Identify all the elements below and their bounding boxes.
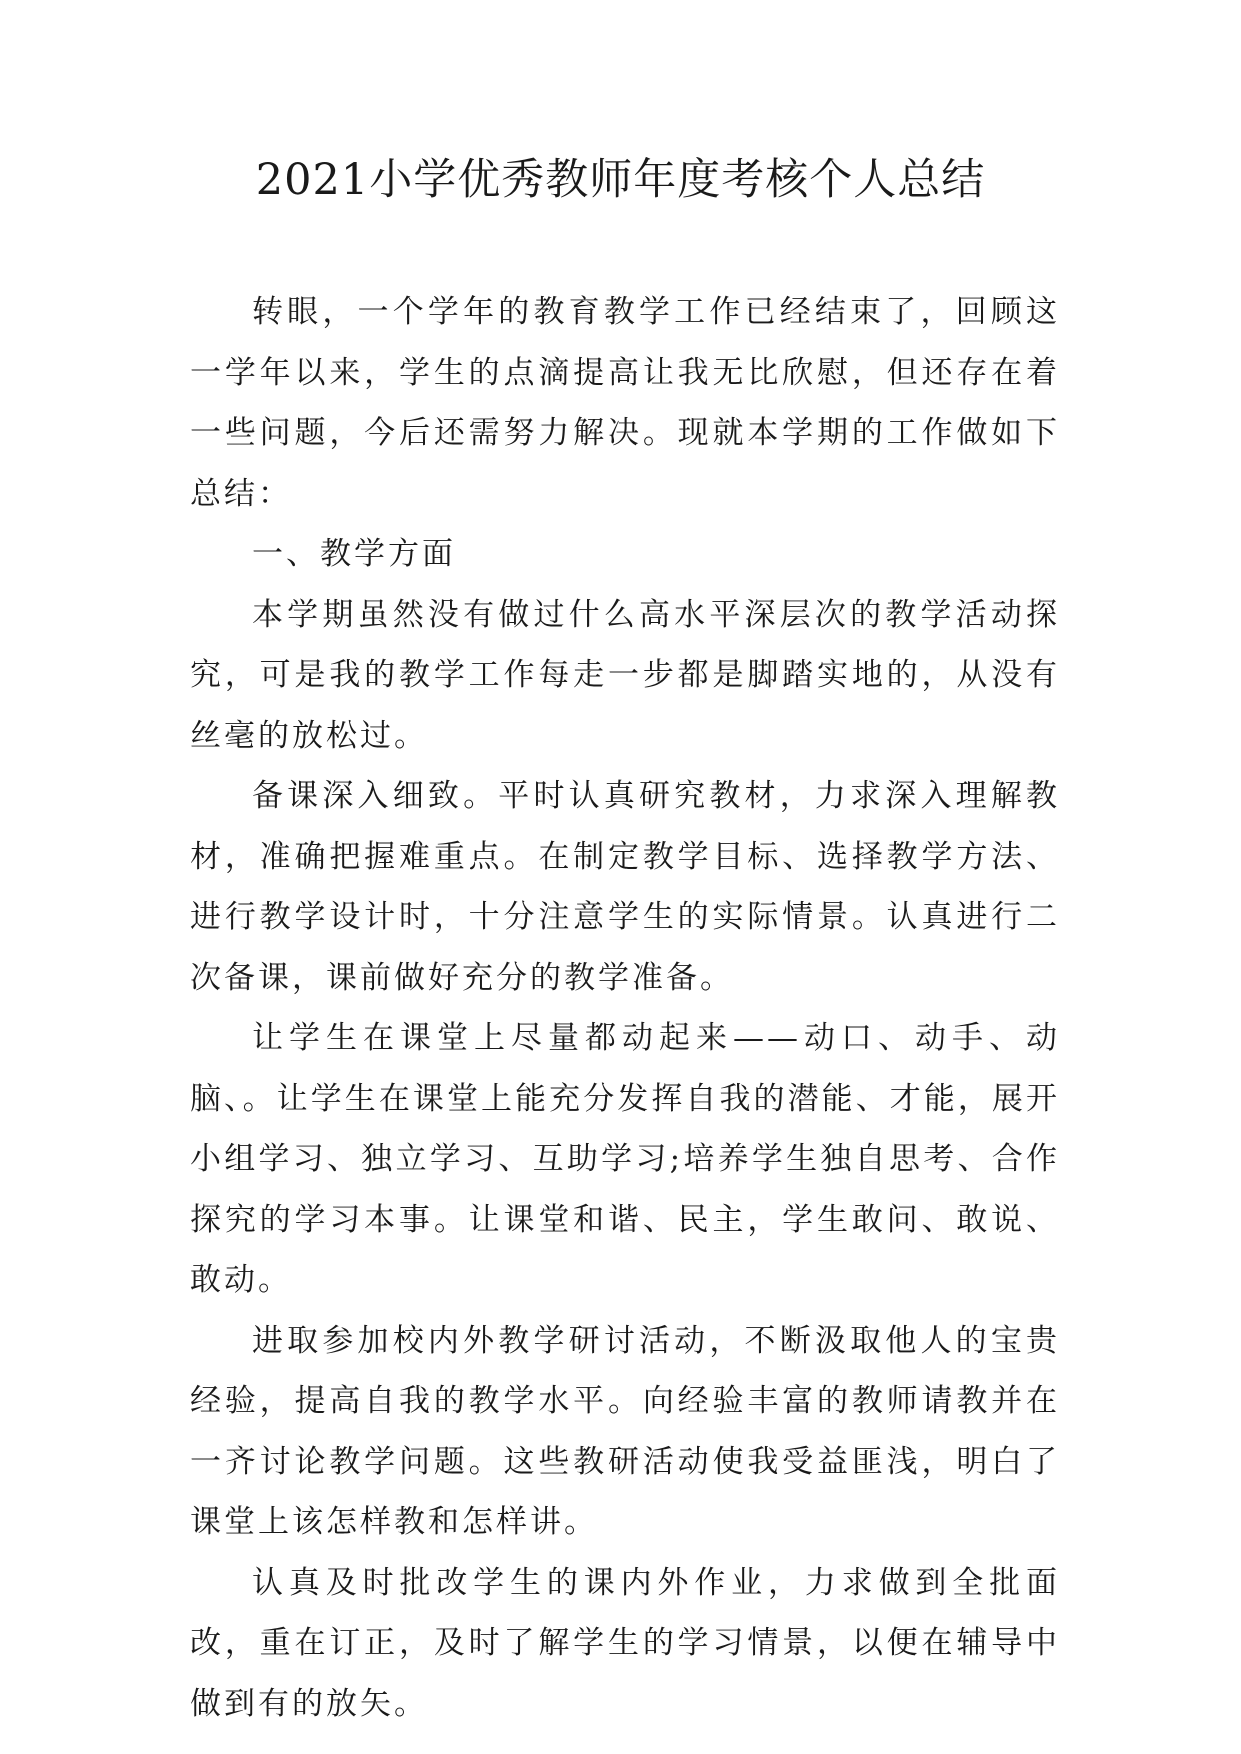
document-title: 2021小学优秀教师年度考核个人总结 — [255, 155, 986, 205]
paragraph-classroom-activity: 让学生在课堂上尽量都动起来——动口、动手、动脑、。让学生在课堂上能充分发挥自我的潜能、才能，展开小组学习、独立学习、互助学习;培养学生独自思考、合作探究的学习本事。让课堂和谐、民主，学生敢问、敢说、敢动。 — [190, 1020, 1060, 1298]
paragraph-intro: 转眼，一个学年的教育教学工作已经结束了，回顾这一学年以来，学生的点滴提高让我无比欣慰，但还存在着一些问题，今后还需努力解决。现就本学期的工作做如下总结： — [190, 294, 1060, 512]
paragraph-homework: 认真及时批改学生的课内外作业，力求做到全批面改，重在订正，及时了解学生的学习情景，以便在辅导中做到有的放矢。 — [190, 1564, 1060, 1722]
document-body — [190, 282, 1060, 1734]
paragraph-teaching-overview: 本学期虽然没有做过什么高水平深层次的教学活动探究，可是我的教学工作每走一步都是脚踏实地的，从没有丝毫的放松过。 — [190, 596, 1060, 754]
paragraph-research-activity: 进取参加校内外教学研讨活动，不断汲取他人的宝贵经验，提高自我的教学水平。向经验丰富的教师请教并在一齐讨论教学问题。这些教研活动使我受益匪浅，明白了课堂上该怎样教和怎样讲。 — [190, 1322, 1060, 1540]
section-heading-teaching: 一、教学方面 — [252, 536, 456, 572]
paragraph-lesson-prep: 备课深入细致。平时认真研究教材，力求深入理解教材，准确把握难重点。在制定教学目标、选择教学方法、进行教学设计时，十分注意学生的实际情景。认真进行二次备课，课前做好充分的教学准备。 — [190, 778, 1060, 996]
